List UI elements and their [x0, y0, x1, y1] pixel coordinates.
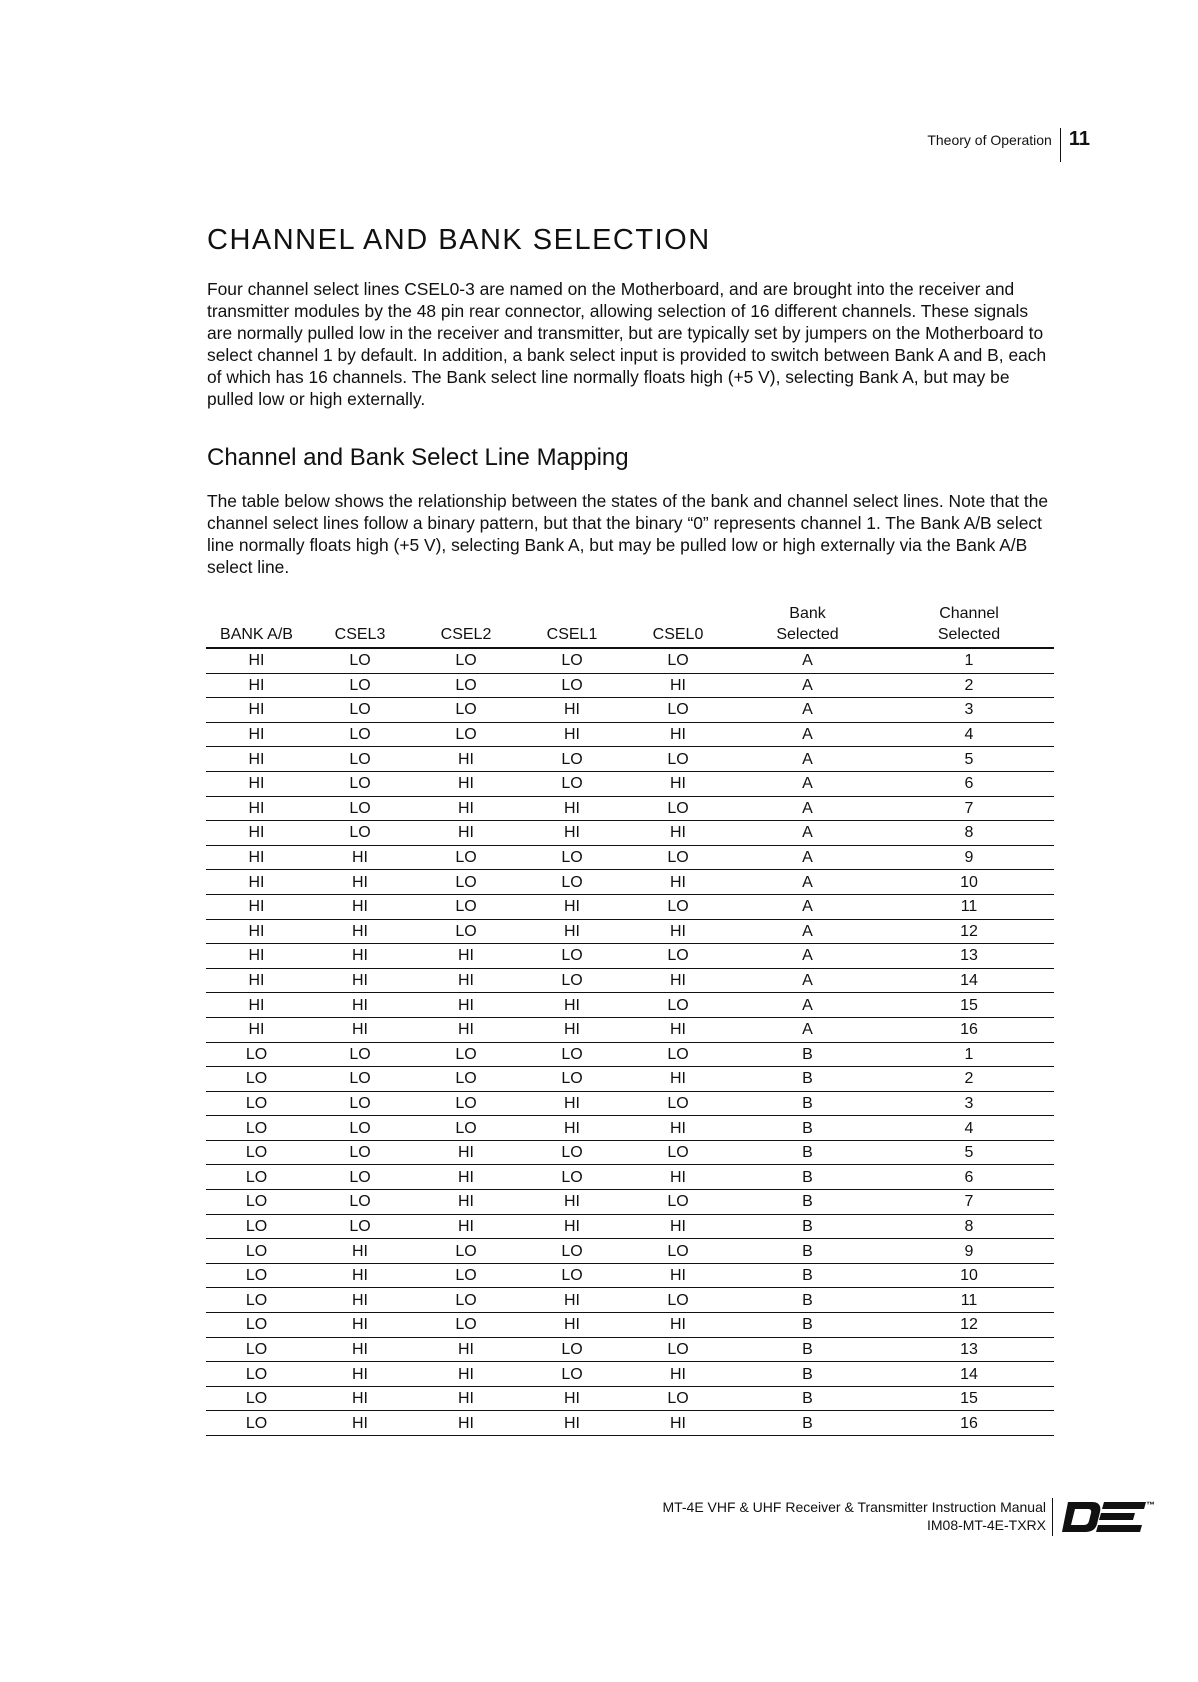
table-cell: HI	[413, 747, 519, 772]
table-cell: HI	[307, 1239, 413, 1264]
table-cell: LO	[307, 1165, 413, 1190]
table-cell: LO	[519, 845, 625, 870]
table-cell: HI	[206, 919, 307, 944]
page-header	[927, 128, 1090, 162]
table-cell: HI	[413, 1017, 519, 1042]
table-cell: A	[731, 845, 884, 870]
table-cell: LO	[413, 894, 519, 919]
table-cell: LO	[307, 821, 413, 846]
table-cell: 7	[884, 1190, 1054, 1215]
table-cell: A	[731, 673, 884, 698]
table-cell: LO	[413, 1091, 519, 1116]
table-cell: 2	[884, 673, 1054, 698]
table-cell: 6	[884, 1165, 1054, 1190]
table-cell: A	[731, 870, 884, 895]
table-cell: HI	[206, 993, 307, 1018]
table-row	[206, 1116, 1054, 1141]
table-cell: LO	[307, 747, 413, 772]
table-row	[206, 993, 1054, 1018]
channel-bank-mapping-table	[206, 603, 1054, 1436]
daniels-logo-icon	[1062, 1500, 1148, 1534]
table-cell: LO	[206, 1042, 307, 1067]
table-cell: LO	[625, 796, 731, 821]
table-cell: LO	[307, 673, 413, 698]
table-cell: LO	[519, 747, 625, 772]
table-row	[206, 1190, 1054, 1215]
table-cell: LO	[206, 1190, 307, 1215]
table-cell: HI	[625, 1313, 731, 1338]
table-cell: LO	[206, 1313, 307, 1338]
table-cell: HI	[307, 1017, 413, 1042]
table-row	[206, 870, 1054, 895]
table-cell: 12	[884, 1313, 1054, 1338]
table-row	[206, 1017, 1054, 1042]
table-cell: HI	[625, 1362, 731, 1387]
column-header-line: BANK A/B	[220, 626, 293, 643]
table-row	[206, 1386, 1054, 1411]
table-cell: LO	[413, 1239, 519, 1264]
column-header	[413, 603, 519, 648]
table-cell: LO	[413, 1042, 519, 1067]
table-cell: HI	[206, 845, 307, 870]
table-cell: LO	[307, 771, 413, 796]
table-cell: LO	[307, 1091, 413, 1116]
table-cell: LO	[413, 1116, 519, 1141]
table-cell: HI	[307, 993, 413, 1018]
table-cell: LO	[307, 722, 413, 747]
table-cell: HI	[625, 673, 731, 698]
table-row	[206, 648, 1054, 673]
table-cell: LO	[625, 944, 731, 969]
table-cell: LO	[519, 1042, 625, 1067]
table-cell: HI	[625, 1165, 731, 1190]
table-cell: LO	[519, 1263, 625, 1288]
table-cell: 16	[884, 1411, 1054, 1436]
table-cell: B	[731, 1190, 884, 1215]
table-cell: 11	[884, 894, 1054, 919]
table-cell: HI	[413, 1165, 519, 1190]
table-cell: 5	[884, 747, 1054, 772]
table-cell: HI	[206, 673, 307, 698]
table-cell: HI	[206, 722, 307, 747]
table-cell: HI	[307, 1263, 413, 1288]
table-cell: LO	[307, 1140, 413, 1165]
table-cell: 10	[884, 870, 1054, 895]
table-cell: B	[731, 1313, 884, 1338]
table-cell: HI	[413, 1411, 519, 1436]
table-cell: 15	[884, 1386, 1054, 1411]
table-cell: HI	[307, 919, 413, 944]
table-cell: LO	[206, 1091, 307, 1116]
table-cell: LO	[307, 648, 413, 673]
table-cell: LO	[206, 1214, 307, 1239]
table-row	[206, 919, 1054, 944]
table-cell: LO	[519, 870, 625, 895]
table-cell: LO	[519, 1067, 625, 1092]
table-cell: HI	[206, 796, 307, 821]
table-cell: 11	[884, 1288, 1054, 1313]
table-cell: LO	[307, 1190, 413, 1215]
table-cell: HI	[625, 1263, 731, 1288]
table-row	[206, 1091, 1054, 1116]
table-cell: 9	[884, 1239, 1054, 1264]
table-header-row	[206, 603, 1054, 648]
table-cell: A	[731, 968, 884, 993]
table-cell: 9	[884, 845, 1054, 870]
table-cell: B	[731, 1263, 884, 1288]
table-cell: LO	[625, 1091, 731, 1116]
table-cell: B	[731, 1140, 884, 1165]
header-divider	[1060, 128, 1061, 162]
table-cell: HI	[519, 796, 625, 821]
table-cell: A	[731, 698, 884, 723]
table-cell: B	[731, 1411, 884, 1436]
table-cell: LO	[206, 1386, 307, 1411]
table-row	[206, 722, 1054, 747]
table-cell: A	[731, 894, 884, 919]
table-cell: HI	[307, 894, 413, 919]
table-row	[206, 1337, 1054, 1362]
column-header-line: CSEL1	[546, 626, 598, 643]
table-cell: B	[731, 1337, 884, 1362]
table-cell: LO	[625, 648, 731, 673]
table-cell: HI	[519, 1386, 625, 1411]
table-cell: HI	[413, 771, 519, 796]
table-cell: LO	[206, 1263, 307, 1288]
table-cell: LO	[206, 1288, 307, 1313]
table-cell: HI	[519, 1190, 625, 1215]
table-cell: 5	[884, 1140, 1054, 1165]
column-header-line: Channel	[939, 605, 999, 622]
table-cell: HI	[206, 1017, 307, 1042]
table-cell: HI	[206, 698, 307, 723]
table-row	[206, 673, 1054, 698]
table-cell: LO	[519, 968, 625, 993]
table-row	[206, 1042, 1054, 1067]
table-cell: HI	[519, 722, 625, 747]
table-cell: HI	[307, 1386, 413, 1411]
table-cell: LO	[307, 698, 413, 723]
table-cell: LO	[519, 944, 625, 969]
table-cell: 3	[884, 698, 1054, 723]
table-cell: LO	[413, 673, 519, 698]
table-cell: A	[731, 919, 884, 944]
table-row	[206, 968, 1054, 993]
column-header-line: Selected	[776, 626, 839, 643]
table-cell: LO	[206, 1140, 307, 1165]
table-cell: LO	[206, 1337, 307, 1362]
footer-divider	[1052, 1498, 1053, 1536]
table-cell: HI	[307, 1362, 413, 1387]
table-cell: LO	[307, 1116, 413, 1141]
table-cell: LO	[206, 1165, 307, 1190]
table-row	[206, 1067, 1054, 1092]
table-cell: 15	[884, 993, 1054, 1018]
table-cell: LO	[625, 1239, 731, 1264]
column-header	[519, 603, 625, 648]
table-cell: LO	[413, 870, 519, 895]
table-cell: HI	[307, 1337, 413, 1362]
table-cell: HI	[625, 722, 731, 747]
table-cell: HI	[519, 1214, 625, 1239]
intro-paragraph: Four channel select lines CSEL0-3 are named on the Motherboard, and are brought into the receiver and transmitter modules by the 48 pin rear connector, allowing selection of 16 different channels. These signals are normally pulled low in the receiver and transmitter, but are typically set by jumpers on the Motherboard to select channel 1 by default. In addition, a bank select input is provided to switch between Bank A and B, each of which has 16 channels. The Bank select line normally floats high (+5 V), selecting Bank A, but may be pulled low or high externally.	[207, 279, 1047, 409]
table-cell: HI	[625, 1214, 731, 1239]
table-cell: HI	[206, 747, 307, 772]
table-cell: LO	[206, 1116, 307, 1141]
table-cell: LO	[307, 1214, 413, 1239]
table-cell: HI	[307, 1411, 413, 1436]
table-cell: HI	[519, 698, 625, 723]
table-cell: 12	[884, 919, 1054, 944]
table-cell: LO	[413, 722, 519, 747]
table-cell: LO	[413, 648, 519, 673]
table-cell: 1	[884, 648, 1054, 673]
table-cell: B	[731, 1239, 884, 1264]
page-title: CHANNEL AND BANK SELECTION	[207, 224, 711, 256]
table-cell: LO	[625, 1042, 731, 1067]
table-row	[206, 1263, 1054, 1288]
column-header	[625, 603, 731, 648]
table-row	[206, 1140, 1054, 1165]
table-cell: A	[731, 993, 884, 1018]
table-cell: LO	[519, 1140, 625, 1165]
table-cell: HI	[206, 944, 307, 969]
table-cell: 8	[884, 1214, 1054, 1239]
table-cell: LO	[625, 1288, 731, 1313]
table-cell: 4	[884, 1116, 1054, 1141]
table-cell: HI	[625, 870, 731, 895]
table-cell: B	[731, 1116, 884, 1141]
table-cell: 14	[884, 1362, 1054, 1387]
table-cell: B	[731, 1362, 884, 1387]
table-row	[206, 1288, 1054, 1313]
table-cell: 7	[884, 796, 1054, 821]
table-row	[206, 771, 1054, 796]
table-cell: HI	[413, 821, 519, 846]
table-cell: A	[731, 821, 884, 846]
table-cell: HI	[519, 1091, 625, 1116]
table-cell: HI	[625, 968, 731, 993]
table-cell: LO	[413, 919, 519, 944]
table-cell: HI	[206, 870, 307, 895]
table-cell: HI	[519, 1411, 625, 1436]
table-cell: HI	[519, 1017, 625, 1042]
table-cell: 13	[884, 944, 1054, 969]
table-cell: HI	[307, 1313, 413, 1338]
column-header-line: CSEL0	[652, 626, 704, 643]
table-cell: HI	[307, 870, 413, 895]
table-cell: HI	[413, 1337, 519, 1362]
table-row	[206, 1411, 1054, 1436]
table-cell: A	[731, 747, 884, 772]
table-cell: LO	[625, 1337, 731, 1362]
table-row	[206, 1214, 1054, 1239]
document-id: IM08-MT-4E-TXRX	[926, 1517, 1046, 1533]
table-cell: LO	[519, 648, 625, 673]
table-row	[206, 1362, 1054, 1387]
table-cell: 8	[884, 821, 1054, 846]
table-row	[206, 698, 1054, 723]
table-cell: HI	[413, 968, 519, 993]
table-cell: LO	[625, 1140, 731, 1165]
table-body	[206, 648, 1054, 1436]
table-cell: HI	[413, 1190, 519, 1215]
table-cell: LO	[625, 1190, 731, 1215]
table-cell: 13	[884, 1337, 1054, 1362]
table-cell: A	[731, 1017, 884, 1042]
table-cell: HI	[519, 919, 625, 944]
table-cell: HI	[519, 1288, 625, 1313]
table-cell: LO	[519, 673, 625, 698]
table-cell: B	[731, 1067, 884, 1092]
table-cell: HI	[519, 1313, 625, 1338]
table-cell: LO	[519, 1337, 625, 1362]
table-cell: HI	[307, 944, 413, 969]
table-cell: HI	[206, 894, 307, 919]
table-cell: LO	[625, 698, 731, 723]
manual-title: MT-4E VHF & UHF Receiver & Transmitter Instruction Manual	[662, 1499, 1046, 1515]
table-row	[206, 821, 1054, 846]
table-cell: HI	[307, 1288, 413, 1313]
table-row	[206, 845, 1054, 870]
page-footer	[662, 1498, 1046, 1534]
table-cell: LO	[519, 771, 625, 796]
table-cell: HI	[413, 1362, 519, 1387]
table-cell: HI	[519, 1116, 625, 1141]
table-cell: HI	[413, 1140, 519, 1165]
table-cell: HI	[625, 821, 731, 846]
table-cell: HI	[625, 1116, 731, 1141]
table-cell: B	[731, 1288, 884, 1313]
table-cell: LO	[307, 1042, 413, 1067]
column-header-line: Selected	[937, 626, 1001, 643]
table-cell: LO	[625, 747, 731, 772]
table-cell: 16	[884, 1017, 1054, 1042]
table-cell: HI	[625, 919, 731, 944]
section-name: Theory of Operation	[927, 132, 1052, 148]
table-cell: LO	[206, 1362, 307, 1387]
table-cell: LO	[307, 1067, 413, 1092]
table-cell: A	[731, 771, 884, 796]
table-cell: LO	[206, 1411, 307, 1436]
table-cell: HI	[625, 771, 731, 796]
table-row	[206, 1313, 1054, 1338]
table-cell: LO	[413, 1288, 519, 1313]
table-cell: 2	[884, 1067, 1054, 1092]
table-cell: LO	[206, 1067, 307, 1092]
table-cell: A	[731, 722, 884, 747]
table-cell: B	[731, 1091, 884, 1116]
section-subtitle: Channel and Bank Select Line Mapping	[207, 444, 629, 471]
column-header	[206, 603, 307, 648]
table-description: The table below shows the relationship between the states of the bank and channel select lines. Note that the channel select lines follow a binary pattern, but that the binary “0” represents channel 1. The Bank A/B select line normally floats high (+5 V), selecting Bank A, but may be pulled low or high externally via the Bank A/B select line.	[207, 491, 1049, 577]
table-cell: HI	[206, 648, 307, 673]
table-row	[206, 747, 1054, 772]
table-cell: HI	[413, 993, 519, 1018]
table-row	[206, 894, 1054, 919]
table-cell: 14	[884, 968, 1054, 993]
table-cell: 3	[884, 1091, 1054, 1116]
table-cell: HI	[206, 821, 307, 846]
table-cell: HI	[413, 1386, 519, 1411]
page-number: 11	[1068, 128, 1090, 150]
table-cell: HI	[206, 771, 307, 796]
table-row	[206, 1239, 1054, 1264]
table-cell: 6	[884, 771, 1054, 796]
table-cell: LO	[519, 1165, 625, 1190]
table-cell: B	[731, 1165, 884, 1190]
table-cell: LO	[413, 845, 519, 870]
table-cell: LO	[413, 1067, 519, 1092]
table-cell: HI	[413, 1214, 519, 1239]
table-row	[206, 944, 1054, 969]
table-cell: LO	[519, 1362, 625, 1387]
column-header-line: CSEL2	[440, 626, 492, 643]
table-cell: HI	[519, 821, 625, 846]
table-cell: HI	[413, 944, 519, 969]
table-cell: 1	[884, 1042, 1054, 1067]
table-cell: HI	[206, 968, 307, 993]
table-cell: LO	[413, 698, 519, 723]
column-header	[731, 603, 884, 648]
table-cell: HI	[519, 993, 625, 1018]
table-cell: LO	[307, 796, 413, 821]
table-cell: 10	[884, 1263, 1054, 1288]
table-cell: A	[731, 648, 884, 673]
table-cell: HI	[307, 845, 413, 870]
table-cell: HI	[307, 968, 413, 993]
column-header-line: CSEL3	[334, 626, 386, 643]
table-cell: LO	[413, 1263, 519, 1288]
column-header-line: Bank	[789, 605, 826, 622]
table-cell: HI	[625, 1067, 731, 1092]
trademark-symbol: ™	[1146, 1500, 1155, 1510]
table-cell: HI	[519, 894, 625, 919]
table-cell: LO	[519, 1239, 625, 1264]
table-cell: 4	[884, 722, 1054, 747]
table-cell: B	[731, 1042, 884, 1067]
column-header	[884, 603, 1054, 648]
table-cell: LO	[206, 1239, 307, 1264]
table-cell: LO	[625, 845, 731, 870]
column-header	[307, 603, 413, 648]
table-cell: HI	[413, 796, 519, 821]
table-cell: A	[731, 944, 884, 969]
table-row	[206, 796, 1054, 821]
table-cell: LO	[625, 894, 731, 919]
table-cell: B	[731, 1214, 884, 1239]
table-cell: A	[731, 796, 884, 821]
table-cell: HI	[625, 1411, 731, 1436]
table-row	[206, 1165, 1054, 1190]
table-cell: HI	[625, 1017, 731, 1042]
table-cell: LO	[413, 1313, 519, 1338]
table-cell: LO	[625, 993, 731, 1018]
table-cell: LO	[625, 1386, 731, 1411]
table-cell: B	[731, 1386, 884, 1411]
